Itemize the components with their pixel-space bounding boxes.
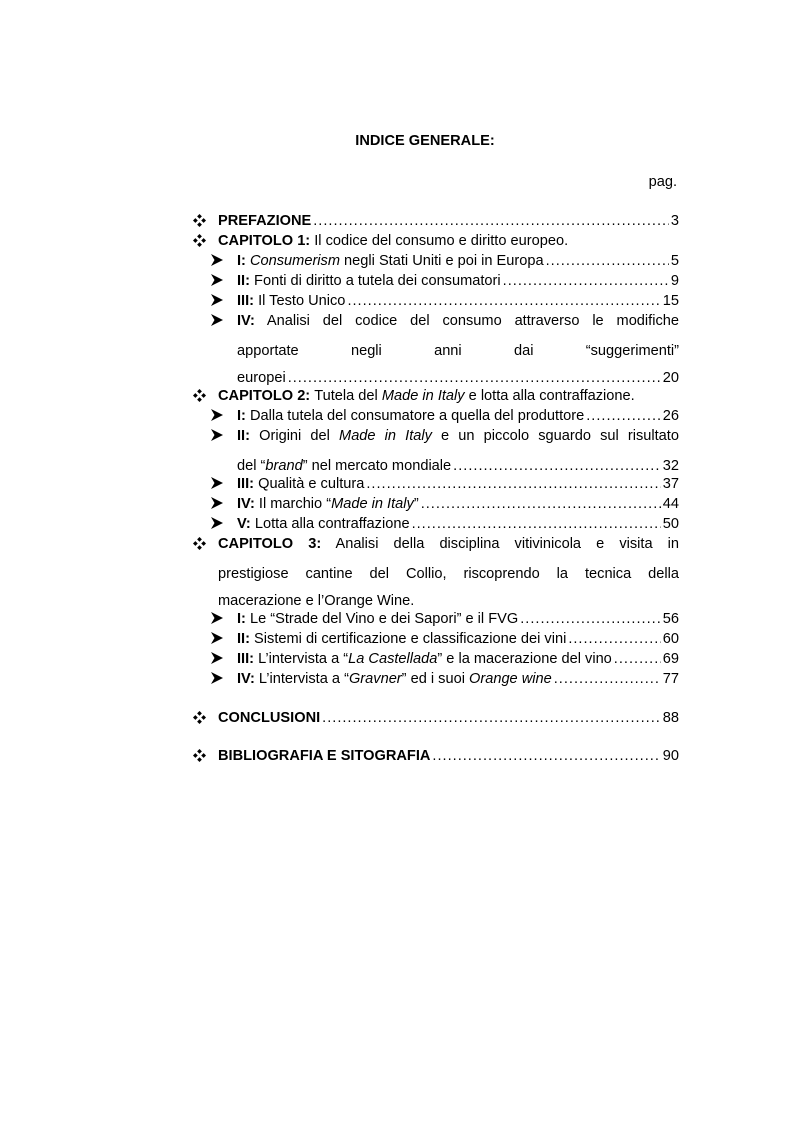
arrow-bullet-icon xyxy=(211,497,223,509)
toc-entry-2-3[interactable] xyxy=(237,474,679,494)
section-title: Le “Strade del Vino e dei Sapori” e il FVG xyxy=(249,611,519,627)
dot-leader xyxy=(366,474,660,494)
toc-chapter-1[interactable] xyxy=(218,231,679,251)
arrow-bullet-icon xyxy=(211,254,223,266)
page-number: 5 xyxy=(670,253,679,269)
page-number: 88 xyxy=(662,710,679,726)
section-title-italic: brand xyxy=(265,458,303,474)
section-number: I: xyxy=(237,611,246,627)
toc-entry-1-4-line3[interactable] xyxy=(237,368,679,388)
toc-chapter-3-line1[interactable] xyxy=(218,534,679,554)
toc-chapter-3-line3: macerazione e l’Orange Wine. xyxy=(218,593,415,609)
section-number: II: xyxy=(237,428,250,444)
section-number: III: xyxy=(237,651,255,667)
entry-label: BIBLIOGRAFIA E SITOGRAFIA xyxy=(218,748,431,764)
section-title-end: ” e la macerazione del vino xyxy=(437,651,612,667)
toc-title: INDICE GENERALE: xyxy=(355,133,495,149)
section-number: IV: xyxy=(237,671,255,687)
section-number: V: xyxy=(237,516,251,532)
toc-entry-prefazione[interactable] xyxy=(218,211,679,231)
dot-leader xyxy=(520,609,661,629)
chapter-label: CAPITOLO 1: xyxy=(218,233,311,249)
section-title: L’intervista a “ xyxy=(258,651,349,667)
toc-chapter-2[interactable] xyxy=(218,386,679,406)
section-number: I: xyxy=(237,253,246,269)
diamond-bullet-icon xyxy=(193,214,206,227)
dot-leader xyxy=(432,746,660,766)
diamond-bullet-icon xyxy=(193,749,206,762)
section-number: II: xyxy=(237,273,250,289)
dot-leader xyxy=(322,708,661,728)
toc-entry-1-2[interactable] xyxy=(237,271,679,291)
diamond-bullet-icon xyxy=(193,537,206,550)
entry-label: CONCLUSIONI xyxy=(218,710,321,726)
entry-label: PREFAZIONE xyxy=(218,213,312,229)
page-column-label: pag. xyxy=(648,174,677,190)
arrow-bullet-icon xyxy=(211,652,223,664)
section-title-line2-end: ” nel mercato mondiale xyxy=(302,458,452,474)
toc-entry-1-4-line1[interactable] xyxy=(237,311,679,331)
chapter-title-line1: Analisi della disciplina vitivinicola e visita in xyxy=(335,536,679,552)
section-number: III: xyxy=(237,476,255,492)
section-title-line3: europei xyxy=(237,370,286,386)
page-number: 90 xyxy=(662,748,679,764)
section-title-italic: Gravner xyxy=(348,671,402,687)
section-title-line1: Analisi del codice del consumo attraverso le modifiche xyxy=(266,313,679,329)
page-number: 26 xyxy=(662,408,679,424)
page-number: 3 xyxy=(670,213,679,229)
section-title-italic: Made in Italy xyxy=(331,496,414,512)
dot-leader xyxy=(503,271,669,291)
page-number: 37 xyxy=(662,476,679,492)
toc-entry-3-1[interactable] xyxy=(237,609,679,629)
page-number: 9 xyxy=(670,273,679,289)
page-number: 60 xyxy=(662,631,679,647)
toc-entry-conclusioni[interactable] xyxy=(218,708,679,728)
chapter-title: Tutela del xyxy=(314,388,382,404)
section-title: negli Stati Uniti e poi in Europa xyxy=(340,253,544,269)
section-title-end: ” xyxy=(413,496,419,512)
chapter-label: CAPITOLO 3: xyxy=(218,536,322,552)
dot-leader xyxy=(586,406,661,426)
section-title-end: e un piccolo sguardo sul risultato xyxy=(431,428,679,444)
section-title: Dalla tutela del consumatore a quella del produttore xyxy=(249,408,585,424)
dot-leader xyxy=(614,649,661,669)
arrow-bullet-icon xyxy=(211,314,223,326)
section-number: I: xyxy=(237,408,246,424)
section-title-italic: Consumerism xyxy=(249,253,340,269)
diamond-bullet-icon xyxy=(193,711,206,724)
dot-leader xyxy=(546,251,669,271)
page-number: 50 xyxy=(662,516,679,532)
dot-leader xyxy=(554,669,661,689)
chapter-title-end: e lotta alla contraffazione. xyxy=(464,388,635,404)
section-number: II: xyxy=(237,631,250,647)
section-title: Lotta alla contraffazione xyxy=(254,516,410,532)
toc-chapter-3-line2: prestigiose cantine del Collio, riscoprendo la tecnica della xyxy=(218,566,679,582)
arrow-bullet-icon xyxy=(211,477,223,489)
toc-entry-2-1[interactable] xyxy=(237,406,679,426)
page-number: 15 xyxy=(662,293,679,309)
page-number: 44 xyxy=(662,496,679,512)
toc-entry-1-3[interactable] xyxy=(237,291,679,311)
toc-entry-1-4-line2: apportate negli anni dai “suggerimenti” xyxy=(237,343,679,359)
arrow-bullet-icon xyxy=(211,672,223,684)
page-number: 69 xyxy=(662,651,679,667)
page-number: 20 xyxy=(662,370,679,386)
section-title: L’intervista a “ xyxy=(258,671,349,687)
arrow-bullet-icon xyxy=(211,517,223,529)
section-title-italic: La Castellada xyxy=(348,651,438,667)
toc-entry-3-4[interactable] xyxy=(237,669,679,689)
dot-leader xyxy=(288,368,661,388)
page-number: 77 xyxy=(662,671,679,687)
toc-entry-bibliografia[interactable] xyxy=(218,746,679,766)
section-title: Origini del xyxy=(259,428,340,444)
section-title: Sistemi di certificazione e classificazione dei vini xyxy=(254,631,567,647)
section-title: Fonti di diritto a tutela dei consumatori xyxy=(254,273,501,289)
section-title-mid: ” ed i suoi xyxy=(401,671,469,687)
chapter-title-italic: Made in Italy xyxy=(381,388,465,404)
dot-leader xyxy=(421,494,661,514)
toc-entry-3-2[interactable] xyxy=(237,629,679,649)
section-title: Qualità e cultura xyxy=(258,476,365,492)
diamond-bullet-icon xyxy=(193,389,206,402)
page-number: 32 xyxy=(662,458,679,474)
section-title: Il marchio “ xyxy=(258,496,332,512)
dot-leader xyxy=(412,514,661,534)
dot-leader xyxy=(453,456,661,476)
page-number: 56 xyxy=(662,611,679,627)
chapter-label: CAPITOLO 2: xyxy=(218,388,311,404)
arrow-bullet-icon xyxy=(211,294,223,306)
section-number: IV: xyxy=(237,496,255,512)
arrow-bullet-icon xyxy=(211,429,223,441)
arrow-bullet-icon xyxy=(211,612,223,624)
section-title-line2: del “ xyxy=(237,458,266,474)
toc-entry-1-1[interactable] xyxy=(237,251,679,271)
section-title: Il Testo Unico xyxy=(258,293,346,309)
toc-entry-2-2-line1[interactable] xyxy=(237,426,679,446)
section-number: IV: xyxy=(237,313,255,329)
arrow-bullet-icon xyxy=(211,409,223,421)
toc-entry-2-2-line2[interactable] xyxy=(237,456,679,476)
dot-leader xyxy=(347,291,660,311)
dot-leader xyxy=(568,629,660,649)
section-title-italic: Made in Italy xyxy=(339,428,432,444)
section-number: III: xyxy=(237,293,255,309)
toc-entry-2-5[interactable] xyxy=(237,514,679,534)
toc-entry-2-4[interactable] xyxy=(237,494,679,514)
section-title-italic-end: Orange wine xyxy=(469,671,552,687)
diamond-bullet-icon xyxy=(193,234,206,247)
toc-entry-3-3[interactable] xyxy=(237,649,679,669)
chapter-title: Il codice del consumo e diritto europeo. xyxy=(314,233,569,249)
arrow-bullet-icon xyxy=(211,632,223,644)
arrow-bullet-icon xyxy=(211,274,223,286)
dot-leader xyxy=(313,211,669,231)
